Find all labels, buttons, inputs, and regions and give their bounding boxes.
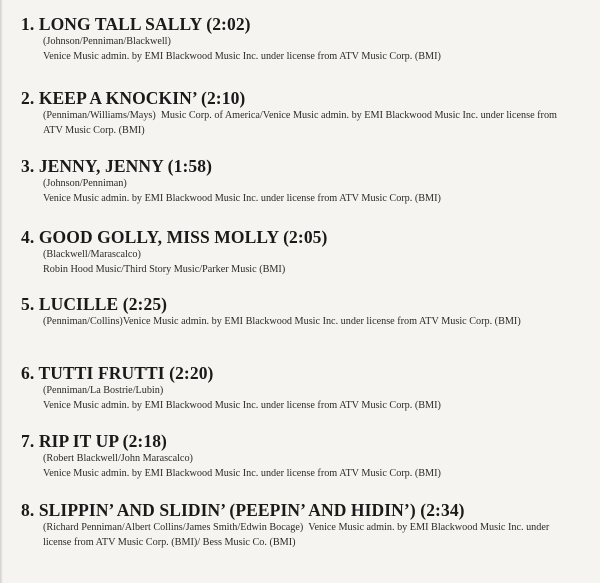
track-title-line bbox=[21, 431, 591, 452]
track-title: TUTTI FRUTTI bbox=[38, 363, 165, 383]
track-publisher: Music Corp. of America/Venice Music admin. by EMI Blackwood Music Inc. under license from ATV Music Corp. (BMI) bbox=[43, 110, 557, 136]
track-title: LUCILLE bbox=[38, 294, 119, 314]
track-title: KEEP A KNOCKIN’ bbox=[38, 88, 197, 108]
track-credits bbox=[43, 35, 591, 64]
track-publisher: Venice Music admin. by EMI Blackwood Music Inc. under license from ATV Music Corp. (BMI) bbox=[43, 192, 441, 204]
track-title-line bbox=[21, 156, 591, 177]
track-duration: (2:10) bbox=[201, 88, 246, 108]
track-credits bbox=[43, 452, 591, 481]
track-duration: (2:05) bbox=[283, 227, 328, 247]
track-number: 8. bbox=[21, 500, 35, 520]
track-number: 7. bbox=[21, 431, 35, 451]
page-edge-shadow bbox=[0, 0, 3, 583]
track-publisher: Robin Hood Music/Third Story Music/Parker Music (BMI) bbox=[43, 263, 286, 275]
track-number: 1. bbox=[21, 14, 35, 34]
track-3 bbox=[21, 156, 591, 206]
track-number: 6. bbox=[21, 363, 35, 383]
track-credits bbox=[43, 109, 563, 138]
track-title-line bbox=[21, 500, 591, 521]
track-title-line bbox=[21, 14, 591, 35]
track-title: RIP IT UP bbox=[38, 431, 119, 451]
track-number: 4. bbox=[21, 227, 35, 247]
track-5 bbox=[21, 294, 591, 330]
track-duration: (2:25) bbox=[122, 294, 168, 314]
track-credits bbox=[43, 248, 591, 277]
track-writers: (Johnson/Penniman/Blackwell) bbox=[43, 36, 171, 47]
track-writers: (Richard Penniman/Albert Collins/James Smith/Edwin Bocage) bbox=[43, 522, 304, 533]
track-publisher: Venice Music admin. by EMI Blackwood Music Inc. under license from ATV Music Corp. (BMI) bbox=[43, 467, 441, 479]
track-publisher: Venice Music admin. by EMI Blackwood Music Inc. under license from ATV Music Corp. (BMI)/ Bess Music Co. (BMI) bbox=[43, 522, 550, 548]
track-credits bbox=[43, 384, 591, 413]
track-title-line bbox=[21, 294, 591, 315]
track-writers: (Blackwell/Marascalco) bbox=[43, 249, 141, 260]
track-writers: (Penniman/Collins) bbox=[43, 316, 123, 327]
track-number: 3. bbox=[21, 156, 35, 176]
track-duration: (2:34) bbox=[420, 500, 465, 520]
track-writers: (Johnson/Penniman) bbox=[43, 178, 127, 189]
track-title: LONG TALL SALLY bbox=[38, 14, 202, 34]
track-8 bbox=[21, 500, 591, 550]
track-publisher: Venice Music admin. by EMI Blackwood Music Inc. under license from ATV Music Corp. (BMI) bbox=[122, 316, 521, 327]
track-6 bbox=[21, 363, 591, 413]
track-publisher: Venice Music admin. by EMI Blackwood Music Inc. under license from ATV Music Corp. (BMI) bbox=[43, 399, 441, 411]
track-1 bbox=[21, 14, 591, 64]
track-duration: (2:02) bbox=[206, 14, 251, 34]
track-writers: (Penniman/Williams/Mays) bbox=[43, 110, 156, 121]
track-duration: (2:18) bbox=[122, 431, 167, 451]
track-title: JENNY, JENNY bbox=[38, 156, 164, 176]
track-publisher: Venice Music admin. by EMI Blackwood Music Inc. under license from ATV Music Corp. (BMI) bbox=[43, 50, 441, 62]
track-duration: (1:58) bbox=[167, 156, 213, 176]
track-title: SLIPPIN’ AND SLIDIN’ (PEEPIN’ AND HIDIN’) bbox=[38, 500, 416, 520]
track-credits bbox=[43, 521, 563, 550]
track-duration: (2:20) bbox=[169, 363, 214, 383]
track-7 bbox=[21, 431, 591, 481]
track-title-line bbox=[21, 227, 591, 248]
track-title-line bbox=[21, 88, 591, 109]
track-credits bbox=[43, 315, 563, 330]
track-title: GOOD GOLLY, MISS MOLLY bbox=[38, 227, 279, 247]
track-4 bbox=[21, 227, 591, 277]
track-credits bbox=[43, 177, 591, 206]
track-2 bbox=[21, 88, 591, 138]
track-title-line bbox=[21, 363, 591, 384]
track-writers: (Penniman/La Bostrie/Lubin) bbox=[43, 385, 164, 396]
track-number: 5. bbox=[21, 294, 35, 314]
track-writers: (Robert Blackwell/John Marascalco) bbox=[43, 453, 193, 464]
track-number: 2. bbox=[21, 88, 35, 108]
